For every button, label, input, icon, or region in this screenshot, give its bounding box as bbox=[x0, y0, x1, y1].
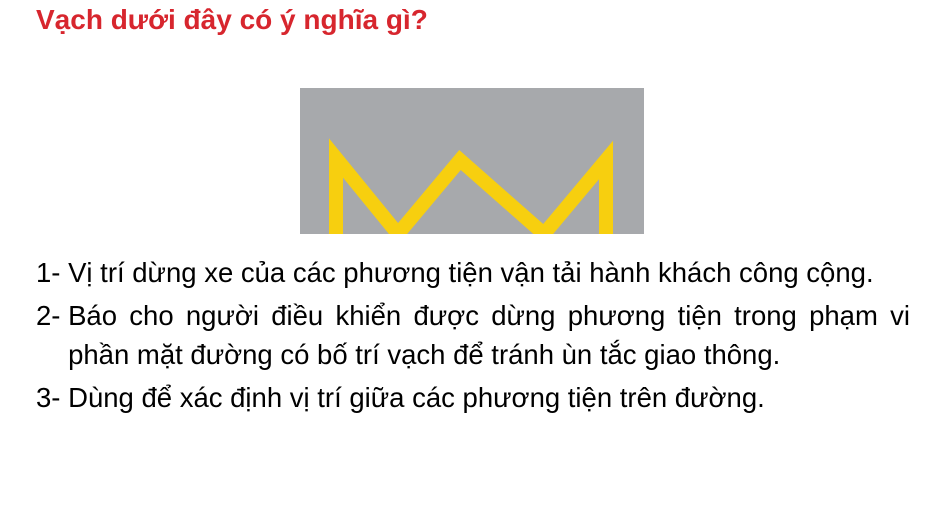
answer-option-3[interactable] bbox=[36, 378, 910, 417]
question-title: Vạch dưới đây có ý nghĩa gì? bbox=[36, 4, 428, 35]
road-surface bbox=[300, 88, 644, 234]
zigzag-road-marking-icon bbox=[300, 88, 644, 234]
answer-number: 1- bbox=[36, 257, 69, 288]
answer-text: Dùng để xác định vị trí giữa các phương tiện trên đường. bbox=[68, 382, 765, 413]
answer-number: 3- bbox=[36, 382, 69, 413]
answer-text: Vị trí dừng xe của các phương tiện vận tải hành khách công cộng. bbox=[68, 257, 874, 288]
answer-option-2[interactable] bbox=[36, 296, 910, 374]
answer-text: Báo cho người điều khiển được dừng phương tiện trong phạm vi phần mặt đường có bố trí vạch để tránh ùn tắc giao thông. bbox=[68, 300, 910, 370]
answer-number: 2- bbox=[36, 300, 69, 331]
answer-list bbox=[36, 253, 910, 421]
answer-option-1[interactable] bbox=[36, 253, 910, 292]
